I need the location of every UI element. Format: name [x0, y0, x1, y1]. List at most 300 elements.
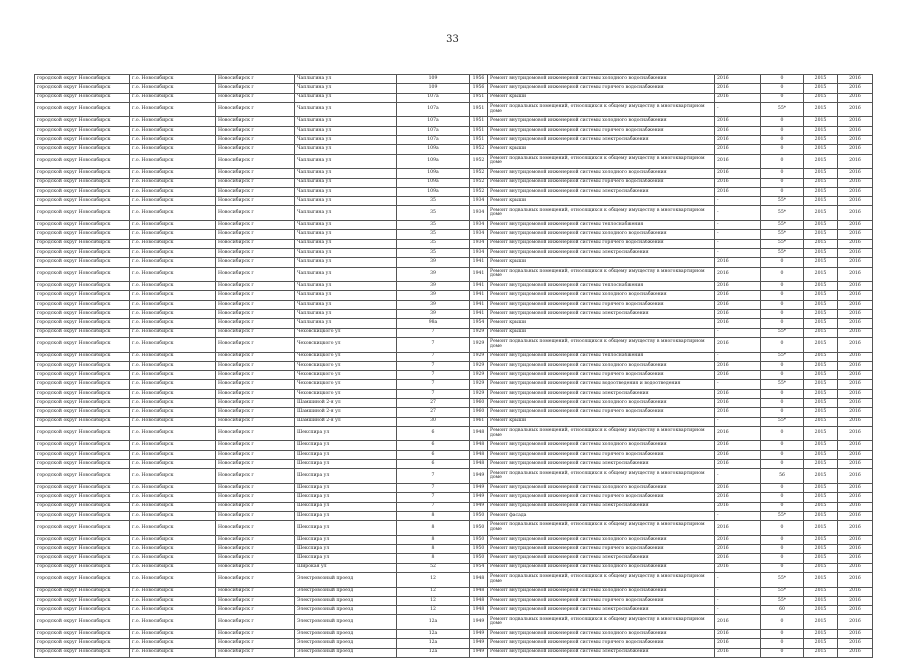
house-number-cell: 27 [397, 408, 470, 417]
build-year-cell: 1952 [470, 154, 488, 169]
plan-year-cell: - [715, 328, 761, 337]
period-end-cell: 2016 [838, 187, 873, 196]
period-end-cell: 2016 [838, 319, 873, 328]
table-row [35, 282, 873, 291]
repair-schedule-table [34, 74, 873, 658]
build-year-cell: 1952 [470, 169, 488, 178]
plan-year-cell: 2016 [715, 169, 761, 178]
cost-cell: 0 [761, 521, 804, 536]
street-cell: Чаплыгина ул [295, 267, 397, 282]
okrug-cell: городской округ Новосибирск [35, 460, 130, 469]
municipality-cell: г.о. Новосибирск [130, 554, 216, 563]
city-cell: Новосибирск г [216, 136, 295, 145]
city-cell: Новосибирск г [216, 389, 295, 398]
municipality-cell: г.о. Новосибирск [130, 239, 216, 248]
house-number-cell: 39 [397, 310, 470, 319]
plan-year-cell: 2016 [715, 408, 761, 417]
street-cell: Чаплыгина ул [295, 178, 397, 187]
city-cell: Новосибирск г [216, 102, 295, 117]
table-row [35, 398, 873, 407]
plan-year-cell: 2016 [715, 154, 761, 169]
period-start-cell: 2015 [804, 408, 838, 417]
table-row [35, 648, 873, 657]
period-end-cell: 2016 [838, 352, 873, 361]
okrug-cell: городской округ Новосибирск [35, 371, 130, 380]
street-cell: Чаплыгина ул [295, 145, 397, 154]
work-type-cell: Ремонт внутридомовой инженерной системы электроснабжения [488, 554, 715, 563]
cost-cell: 0 [761, 282, 804, 291]
municipality-cell: г.о. Новосибирск [130, 408, 216, 417]
plan-year-cell: 2016 [715, 136, 761, 145]
plan-year-cell: 2016 [715, 187, 761, 196]
street-cell: Чаплыгина ул [295, 93, 397, 102]
municipality-cell: г.о. Новосибирск [130, 258, 216, 267]
street-cell: Шекспира ул [295, 460, 397, 469]
okrug-cell: городской округ Новосибирск [35, 511, 130, 520]
table-row [35, 469, 873, 484]
cost-cell: 0 [761, 460, 804, 469]
period-end-cell: 2016 [838, 230, 873, 239]
okrug-cell: городской округ Новосибирск [35, 206, 130, 221]
period-start-cell: 2015 [804, 535, 838, 544]
work-type-cell: Ремонт внутридомовой инженерной системы холодного водоснабжения [488, 630, 715, 639]
house-number-cell: 109а [397, 178, 470, 187]
build-year-cell: 1951 [470, 126, 488, 135]
street-cell: Чаплыгина ул [295, 169, 397, 178]
city-cell: Новосибирск г [216, 408, 295, 417]
build-year-cell: 1960 [470, 398, 488, 407]
plan-year-cell: 2016 [715, 291, 761, 300]
municipality-cell: г.о. Новосибирск [130, 187, 216, 196]
okrug-cell: городской округ Новосибирск [35, 535, 130, 544]
plan-year-cell: - [715, 587, 761, 596]
work-type-cell: Ремонт внутридомовой инженерной системы электроснабжения [488, 187, 715, 196]
municipality-cell: г.о. Новосибирск [130, 563, 216, 572]
city-cell: Новосибирск г [216, 493, 295, 502]
city-cell: Новосибирск г [216, 187, 295, 196]
house-number-cell: 107а [397, 136, 470, 145]
cost-cell: 0 [761, 535, 804, 544]
period-start-cell: 2015 [804, 352, 838, 361]
cost-cell: 0 [761, 319, 804, 328]
municipality-cell: г.о. Новосибирск [130, 117, 216, 126]
house-number-cell: 7 [397, 469, 470, 484]
period-end-cell: 2016 [838, 371, 873, 380]
cost-cell: 56 [761, 469, 804, 484]
municipality-cell: г.о. Новосибирск [130, 535, 216, 544]
period-start-cell: 2015 [804, 493, 838, 502]
plan-year-cell: 2016 [715, 545, 761, 554]
build-year-cell: 1956 [470, 84, 488, 93]
work-type-cell: Ремонт внутридомовой инженерной системы горячего водоснабжения [488, 239, 715, 248]
house-number-cell: 30 [397, 417, 470, 426]
street-cell: Чеховскицкого ул [295, 361, 397, 370]
build-year-cell: 1941 [470, 282, 488, 291]
table-row [35, 239, 873, 248]
build-year-cell: 1949 [470, 502, 488, 511]
work-type-cell: Ремонт внутридомовой инженерной системы горячего водоснабжения [488, 300, 715, 309]
okrug-cell: городской округ Новосибирск [35, 282, 130, 291]
municipality-cell: г.о. Новосибирск [130, 75, 216, 84]
period-start-cell: 2015 [804, 319, 838, 328]
city-cell: Новосибирск г [216, 206, 295, 221]
work-type-cell: Ремонт внутридомовой инженерной системы горячего водоснабжения [488, 450, 715, 459]
plan-year-cell: - [715, 572, 761, 587]
period-start-cell: 2015 [804, 267, 838, 282]
table-row [35, 328, 873, 337]
build-year-cell: 1951 [470, 136, 488, 145]
build-year-cell: 1941 [470, 258, 488, 267]
period-start-cell: 2015 [804, 587, 838, 596]
street-cell: Электровозный проезд [295, 596, 397, 605]
city-cell: Новосибирск г [216, 521, 295, 536]
table-row [35, 587, 873, 596]
city-cell: Новосибирск г [216, 535, 295, 544]
build-year-cell: 1941 [470, 291, 488, 300]
municipality-cell: г.о. Новосибирск [130, 291, 216, 300]
table-row [35, 310, 873, 319]
street-cell: Чаплыгина ул [295, 187, 397, 196]
city-cell: Новосибирск г [216, 469, 295, 484]
table-row [35, 511, 873, 520]
street-cell: Чаплыгина ул [295, 84, 397, 93]
city-cell: Новосибирск г [216, 337, 295, 352]
house-number-cell: 39 [397, 258, 470, 267]
okrug-cell: городской округ Новосибирск [35, 197, 130, 206]
street-cell: Чаплыгина ул [295, 117, 397, 126]
plan-year-cell: 2016 [715, 361, 761, 370]
build-year-cell: 1948 [470, 450, 488, 459]
period-start-cell: 2015 [804, 221, 838, 230]
period-start-cell: 2015 [804, 648, 838, 657]
house-number-cell: 109а [397, 187, 470, 196]
municipality-cell: г.о. Новосибирск [130, 545, 216, 554]
cost-cell: 0 [761, 441, 804, 450]
cost-cell: 0 [761, 178, 804, 187]
okrug-cell: городской округ Новосибирск [35, 441, 130, 450]
municipality-cell: г.о. Новосибирск [130, 441, 216, 450]
plan-year-cell: 2016 [715, 460, 761, 469]
house-number-cell: 7 [397, 483, 470, 492]
cost-cell: 0 [761, 361, 804, 370]
build-year-cell: 1948 [470, 587, 488, 596]
period-start-cell: 2015 [804, 615, 838, 630]
house-number-cell: 7 [397, 337, 470, 352]
plan-year-cell: - [715, 596, 761, 605]
table-row [35, 408, 873, 417]
municipality-cell: г.о. Новосибирск [130, 221, 216, 230]
plan-year-cell: 2016 [715, 93, 761, 102]
table-row [35, 521, 873, 536]
build-year-cell: 1950 [470, 521, 488, 536]
plan-year-cell: - [715, 239, 761, 248]
period-end-cell: 2016 [838, 258, 873, 267]
build-year-cell: 1961 [470, 417, 488, 426]
house-number-cell: 35 [397, 197, 470, 206]
period-end-cell: 2016 [838, 493, 873, 502]
build-year-cell: 1956 [470, 75, 488, 84]
plan-year-cell: - [715, 197, 761, 206]
table-row [35, 380, 873, 389]
city-cell: Новосибирск г [216, 126, 295, 135]
cost-cell: 0 [761, 75, 804, 84]
table-row [35, 615, 873, 630]
okrug-cell: городской округ Новосибирск [35, 136, 130, 145]
street-cell: Электровозный проезд [295, 587, 397, 596]
plan-year-cell: - [715, 606, 761, 615]
okrug-cell: городской округ Новосибирск [35, 267, 130, 282]
period-end-cell: 2016 [838, 460, 873, 469]
okrug-cell: городской округ Новосибирск [35, 291, 130, 300]
street-cell: Шекспира ул [295, 521, 397, 536]
house-number-cell: 35 [397, 230, 470, 239]
period-end-cell: 2016 [838, 554, 873, 563]
table-row [35, 84, 873, 93]
period-end-cell: 2016 [838, 267, 873, 282]
cost-cell: 55* [761, 587, 804, 596]
city-cell: Новосибирск г [216, 291, 295, 300]
build-year-cell: 1948 [470, 460, 488, 469]
table-row [35, 441, 873, 450]
plan-year-cell: 2016 [715, 493, 761, 502]
table-row [35, 535, 873, 544]
period-start-cell: 2015 [804, 460, 838, 469]
street-cell: Шекспира ул [295, 426, 397, 441]
okrug-cell: городской округ Новосибирск [35, 361, 130, 370]
street-cell: Чеховскицкого ул [295, 389, 397, 398]
work-type-cell: Ремонт внутридомовой инженерной системы электроснабжения [488, 460, 715, 469]
okrug-cell: городской округ Новосибирск [35, 648, 130, 657]
period-end-cell: 2016 [838, 535, 873, 544]
period-start-cell: 2015 [804, 337, 838, 352]
municipality-cell: г.о. Новосибирск [130, 398, 216, 407]
work-type-cell: Ремонт внутридомовой инженерной системы горячего водоснабжения [488, 178, 715, 187]
city-cell: Новосибирск г [216, 319, 295, 328]
street-cell: Шекспира ул [295, 535, 397, 544]
period-end-cell: 2016 [838, 441, 873, 450]
build-year-cell: 1954 [470, 319, 488, 328]
okrug-cell: городской округ Новосибирск [35, 145, 130, 154]
plan-year-cell: 2016 [715, 563, 761, 572]
cost-cell: 55* [761, 328, 804, 337]
build-year-cell: 1950 [470, 535, 488, 544]
street-cell: Чаплыгина ул [295, 102, 397, 117]
okrug-cell: городской округ Новосибирск [35, 187, 130, 196]
period-start-cell: 2015 [804, 136, 838, 145]
house-number-cell: 12 [397, 587, 470, 596]
build-year-cell: 1948 [470, 426, 488, 441]
city-cell: Новосибирск г [216, 84, 295, 93]
period-start-cell: 2015 [804, 469, 838, 484]
municipality-cell: г.о. Новосибирск [130, 169, 216, 178]
municipality-cell: г.о. Новосибирск [130, 469, 216, 484]
cost-cell: 0 [761, 398, 804, 407]
street-cell: Чаплыгина ул [295, 282, 397, 291]
build-year-cell: 1950 [470, 554, 488, 563]
okrug-cell: городской округ Новосибирск [35, 450, 130, 459]
city-cell: Новосибирск г [216, 258, 295, 267]
okrug-cell: городской округ Новосибирск [35, 221, 130, 230]
table-row [35, 230, 873, 239]
okrug-cell: городской округ Новосибирск [35, 84, 130, 93]
street-cell: Шекспира ул [295, 502, 397, 511]
period-start-cell: 2015 [804, 178, 838, 187]
municipality-cell: г.о. Новосибирск [130, 606, 216, 615]
house-number-cell: 7 [397, 371, 470, 380]
table-row [35, 136, 873, 145]
house-number-cell: 7 [397, 502, 470, 511]
period-start-cell: 2015 [804, 361, 838, 370]
work-type-cell: Ремонт подвальных помещений, относящихся к общему имуществу в многоквартирном доме [488, 469, 715, 484]
table-row [35, 361, 873, 370]
cost-cell: 0 [761, 145, 804, 154]
city-cell: Новосибирск г [216, 352, 295, 361]
street-cell: Чаплыгина ул [295, 154, 397, 169]
work-type-cell: Ремонт внутридомовой инженерной системы холодного водоснабжения [488, 291, 715, 300]
table-row [35, 178, 873, 187]
period-start-cell: 2015 [804, 300, 838, 309]
house-number-cell: 12а [397, 639, 470, 648]
municipality-cell: г.о. Новосибирск [130, 630, 216, 639]
table-row [35, 639, 873, 648]
cost-cell: 0 [761, 300, 804, 309]
period-end-cell: 2016 [838, 239, 873, 248]
build-year-cell: 1950 [470, 511, 488, 520]
municipality-cell: г.о. Новосибирск [130, 596, 216, 605]
okrug-cell: городской округ Новосибирск [35, 93, 130, 102]
plan-year-cell: - [715, 417, 761, 426]
plan-year-cell: 2016 [715, 450, 761, 459]
municipality-cell: г.о. Новосибирск [130, 126, 216, 135]
cost-cell: 0 [761, 630, 804, 639]
house-number-cell: 107а [397, 117, 470, 126]
table-row [35, 300, 873, 309]
work-type-cell: Ремонт крыши [488, 93, 715, 102]
build-year-cell: 1934 [470, 230, 488, 239]
cost-cell: 0 [761, 408, 804, 417]
municipality-cell: г.о. Новосибирск [130, 511, 216, 520]
house-number-cell: 12 [397, 572, 470, 587]
municipality-cell: г.о. Новосибирск [130, 615, 216, 630]
municipality-cell: г.о. Новосибирск [130, 310, 216, 319]
municipality-cell: г.о. Новосибирск [130, 371, 216, 380]
plan-year-cell: 2016 [715, 310, 761, 319]
table-row [35, 596, 873, 605]
street-cell: Шекспира ул [295, 554, 397, 563]
house-number-cell: 7 [397, 361, 470, 370]
period-start-cell: 2015 [804, 417, 838, 426]
build-year-cell: 1929 [470, 352, 488, 361]
cost-cell: 0 [761, 615, 804, 630]
city-cell: Новосибирск г [216, 630, 295, 639]
street-cell: Шекспира ул [295, 483, 397, 492]
table-row [35, 267, 873, 282]
house-number-cell: 8 [397, 545, 470, 554]
street-cell: Чаплыгина ул [295, 221, 397, 230]
period-start-cell: 2015 [804, 426, 838, 441]
period-end-cell: 2016 [838, 93, 873, 102]
period-end-cell: 2016 [838, 426, 873, 441]
build-year-cell: 1951 [470, 117, 488, 126]
build-year-cell: 1949 [470, 648, 488, 657]
street-cell: Чаплыгина ул [295, 300, 397, 309]
table-row [35, 417, 873, 426]
city-cell: Новосибирск г [216, 239, 295, 248]
period-start-cell: 2015 [804, 75, 838, 84]
table-row [35, 337, 873, 352]
work-type-cell: Ремонт внутридомовой инженерной системы теплоснабжения [488, 352, 715, 361]
okrug-cell: городской округ Новосибирск [35, 563, 130, 572]
period-start-cell: 2015 [804, 187, 838, 196]
municipality-cell: г.о. Новосибирск [130, 197, 216, 206]
cost-cell: 60 [761, 606, 804, 615]
house-number-cell: 39 [397, 291, 470, 300]
period-start-cell: 2015 [804, 84, 838, 93]
okrug-cell: городской округ Новосибирск [35, 615, 130, 630]
municipality-cell: г.о. Новосибирск [130, 267, 216, 282]
period-end-cell: 2016 [838, 126, 873, 135]
house-number-cell: 8 [397, 554, 470, 563]
table-row [35, 258, 873, 267]
city-cell: Новосибирск г [216, 145, 295, 154]
period-end-cell: 2016 [838, 417, 873, 426]
period-end-cell: 2016 [838, 450, 873, 459]
period-start-cell: 2015 [804, 230, 838, 239]
house-number-cell: 27 [397, 398, 470, 407]
city-cell: Новосибирск г [216, 248, 295, 257]
period-end-cell: 2016 [838, 389, 873, 398]
street-cell: Чеховскицкого ул [295, 352, 397, 361]
plan-year-cell: 2016 [715, 267, 761, 282]
city-cell: Новосибирск г [216, 460, 295, 469]
plan-year-cell: 2016 [715, 483, 761, 492]
work-type-cell: Ремонт внутридомовой инженерной системы водоотведения и водоотведения [488, 380, 715, 389]
municipality-cell: г.о. Новосибирск [130, 639, 216, 648]
work-type-cell: Ремонт внутридомовой инженерной системы горячего водоснабжения [488, 84, 715, 93]
cost-cell: 0 [761, 389, 804, 398]
plan-year-cell: 2016 [715, 441, 761, 450]
table-body [35, 75, 873, 658]
plan-year-cell: 2016 [715, 398, 761, 407]
cost-cell: 0 [761, 169, 804, 178]
work-type-cell: Ремонт фасада [488, 511, 715, 520]
build-year-cell: 1941 [470, 310, 488, 319]
street-cell: Чеховскицкого ул [295, 328, 397, 337]
house-number-cell: 98а [397, 319, 470, 328]
build-year-cell: 1929 [470, 328, 488, 337]
municipality-cell: г.о. Новосибирск [130, 352, 216, 361]
street-cell: Чаплыгина ул [295, 319, 397, 328]
work-type-cell: Ремонт внутридомовой инженерной системы холодного водоснабжения [488, 563, 715, 572]
city-cell: Новосибирск г [216, 310, 295, 319]
city-cell: Новосибирск г [216, 361, 295, 370]
municipality-cell: г.о. Новосибирск [130, 521, 216, 536]
period-end-cell: 2016 [838, 197, 873, 206]
work-type-cell: Ремонт внутридомовой инженерной системы холодного водоснабжения [488, 535, 715, 544]
build-year-cell: 1948 [470, 572, 488, 587]
build-year-cell: 1949 [470, 483, 488, 492]
plan-year-cell: 2016 [715, 502, 761, 511]
build-year-cell: 1948 [470, 606, 488, 615]
house-number-cell: 109а [397, 154, 470, 169]
table-row [35, 187, 873, 196]
period-start-cell: 2015 [804, 554, 838, 563]
plan-year-cell: - [715, 230, 761, 239]
municipality-cell: г.о. Новосибирск [130, 178, 216, 187]
house-number-cell: 35 [397, 239, 470, 248]
plan-year-cell: 2016 [715, 75, 761, 84]
period-start-cell: 2015 [804, 563, 838, 572]
